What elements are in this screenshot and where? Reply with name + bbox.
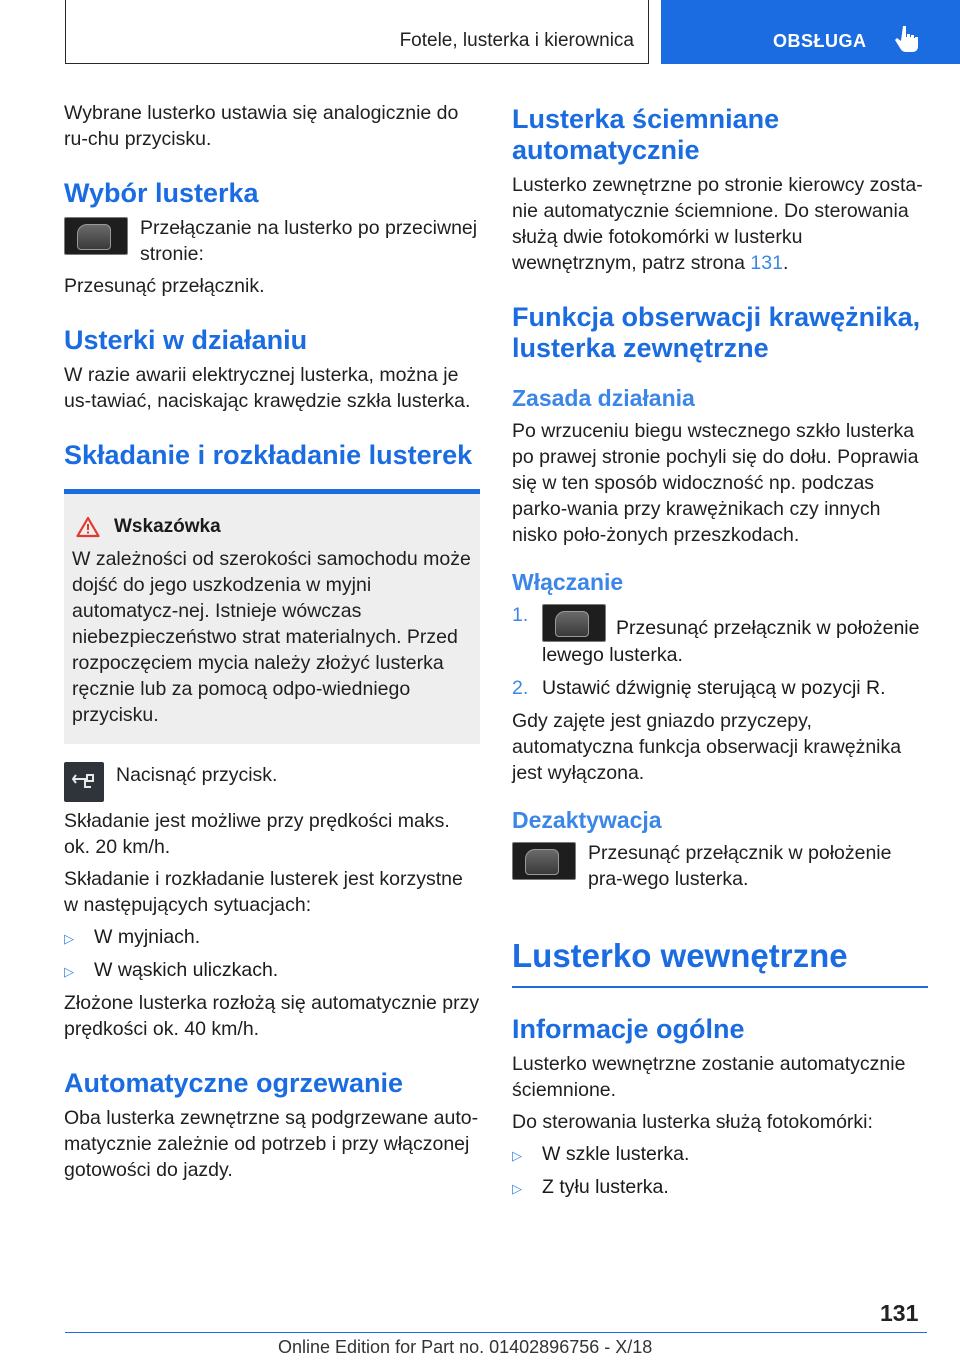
malfunction-text: W razie awarii elektrycznej lusterka, można je us-tawiać, naciskając krawędzie szkła lusterka.: [64, 364, 471, 412]
fold-benefit-text: Składanie i rozkładanie lusterek jest korzystne w następujących sytuacjach:: [64, 868, 463, 916]
heading-auto-heating: Automatyczne ogrzewanie: [64, 1068, 404, 1098]
heating-text: Oba lusterka zewnętrzne są podgrzewane auto-matycznie zależnie od potrzeb i przy włączonej gotowości do jazdy.: [64, 1107, 479, 1181]
page-link[interactable]: 131: [750, 252, 783, 274]
warning-title: Wskazówka: [114, 516, 221, 537]
intro-text: Wybrane lusterko ustawia się analogicznie do ru-chu przycisku.: [64, 102, 459, 150]
general-text: Lusterko wewnętrzne zostanie automatycznie ściemnione.: [512, 1053, 906, 1101]
dimming-text: Lusterko zewnętrzne po stronie kierowcy zosta-nie automatycznie ściemnione. Do sterowania służą dwie fotokomórki w lusterku wewnętrznym, patrz strona 131.: [512, 174, 923, 274]
page-number: 131: [880, 1300, 919, 1326]
sensors-text: Do sterowania lusterka służą fotokomórki:: [512, 1111, 873, 1133]
bullet-triangle-icon: ▷: [64, 931, 74, 946]
header-tab-obsluga[interactable]: [661, 0, 960, 64]
heading-interior-mirror: Lusterko wewnętrzne: [512, 936, 928, 988]
list-item: ▷ W myjniach.: [64, 924, 480, 950]
list-item: 2. Ustawić dźwignię sterującą w pozycji R.: [512, 677, 886, 699]
header-section-title: Fotele, lusterka i kierownica: [399, 30, 634, 51]
fold-mirror-button-icon: [64, 762, 104, 802]
sensor-list: [512, 1141, 928, 1200]
warning-text: W zależności od szerokości samochodu może dojść do jego uszkodzenia w myjni automatycz-nej. Istnieje wówczas niebezpieczeństwo strat materialnych. Przed rozpoczęciem mycia należy złożyć lusterka ręcznie lub za pomocą odpo-wiedniego przycisku.: [72, 548, 471, 726]
mirror-switch-icon: [542, 604, 606, 642]
mirror-select-action: Przesunąć przełącznik.: [64, 275, 265, 297]
list-item: ▷ W wąskich uliczkach.: [64, 957, 480, 983]
mirror-select-text: Przełączanie na lusterko po przeciwnej stronie:: [140, 217, 478, 265]
pointing-hand-icon: [895, 24, 921, 54]
heading-mirror-selection: Wybór lusterka: [64, 178, 259, 208]
mirror-switch-icon: [64, 217, 128, 255]
fold-button-text: Nacisnąć przycisk.: [116, 764, 278, 786]
fold-speed-text: Składanie jest możliwe przy prędkości maks. ok. 20 km/h.: [64, 810, 450, 858]
warning-title-row: [72, 516, 472, 538]
footer-divider: [65, 1332, 927, 1333]
bullet-triangle-icon: ▷: [512, 1181, 522, 1196]
heading-general-info: Informacje ogólne: [512, 1014, 745, 1044]
deactivation-text: Przesunąć przełącznik w położenie pra-wego lusterka.: [588, 842, 892, 890]
heading-activation: Włączanie: [512, 569, 624, 595]
deactivation-row: [512, 840, 928, 892]
heading-principle: Zasada działania: [512, 385, 695, 411]
fold-button-row: [64, 762, 480, 802]
principle-text: Po wrzuceniu biegu wstecznego szkło lusterka po prawej stronie pochyli się do dołu. Poprawia się w ten sposób widoczność np. podczas parko-wania przy krawężnikach czy innych nisko poło-żonych przeszkodach.: [512, 420, 919, 546]
bullet-triangle-icon: ▷: [64, 964, 74, 979]
list-item: 1. Przesunąć przełącznik w położenie lewego lusterka.: [512, 604, 920, 666]
activation-steps: [512, 602, 928, 701]
left-column: [64, 100, 480, 1189]
heading-curb-monitor: Funkcja obserwacji krawężnika, lusterka zewnętrzne: [512, 302, 921, 363]
list-item: ▷ W szkle lusterka.: [512, 1141, 928, 1167]
warning-box: [64, 489, 480, 744]
heading-malfunction: Usterki w działaniu: [64, 325, 308, 355]
warning-triangle-icon: [76, 516, 100, 538]
fold-auto-text: Złożone lusterka rozłożą się automatycznie przy prędkości ok. 40 km/h.: [64, 992, 480, 1040]
list-item: ▷ Z tyłu lusterka.: [512, 1174, 928, 1200]
trailer-note: Gdy zajęte jest gniazdo przyczepy, automatyczna funkcja obserwacji krawężnika jest wyłączona.: [512, 710, 902, 784]
bullet-triangle-icon: ▷: [512, 1148, 522, 1163]
footer-edition: Online Edition for Part no. 01402896756 - X/18: [278, 1337, 653, 1357]
mirror-switch-icon: [512, 842, 576, 880]
heading-deactivation: Dezaktywacja: [512, 807, 662, 833]
mirror-select-row: [64, 215, 480, 267]
header-tab-label: OBSŁUGA: [773, 31, 867, 51]
header-section-box: [65, 0, 649, 64]
heading-auto-dimming: Lusterka ściemniane automatycznie: [512, 104, 780, 165]
right-column: [512, 100, 928, 1207]
fold-situations-list: [64, 924, 480, 983]
heading-folding: Składanie i rozkładanie lusterek: [64, 440, 473, 470]
